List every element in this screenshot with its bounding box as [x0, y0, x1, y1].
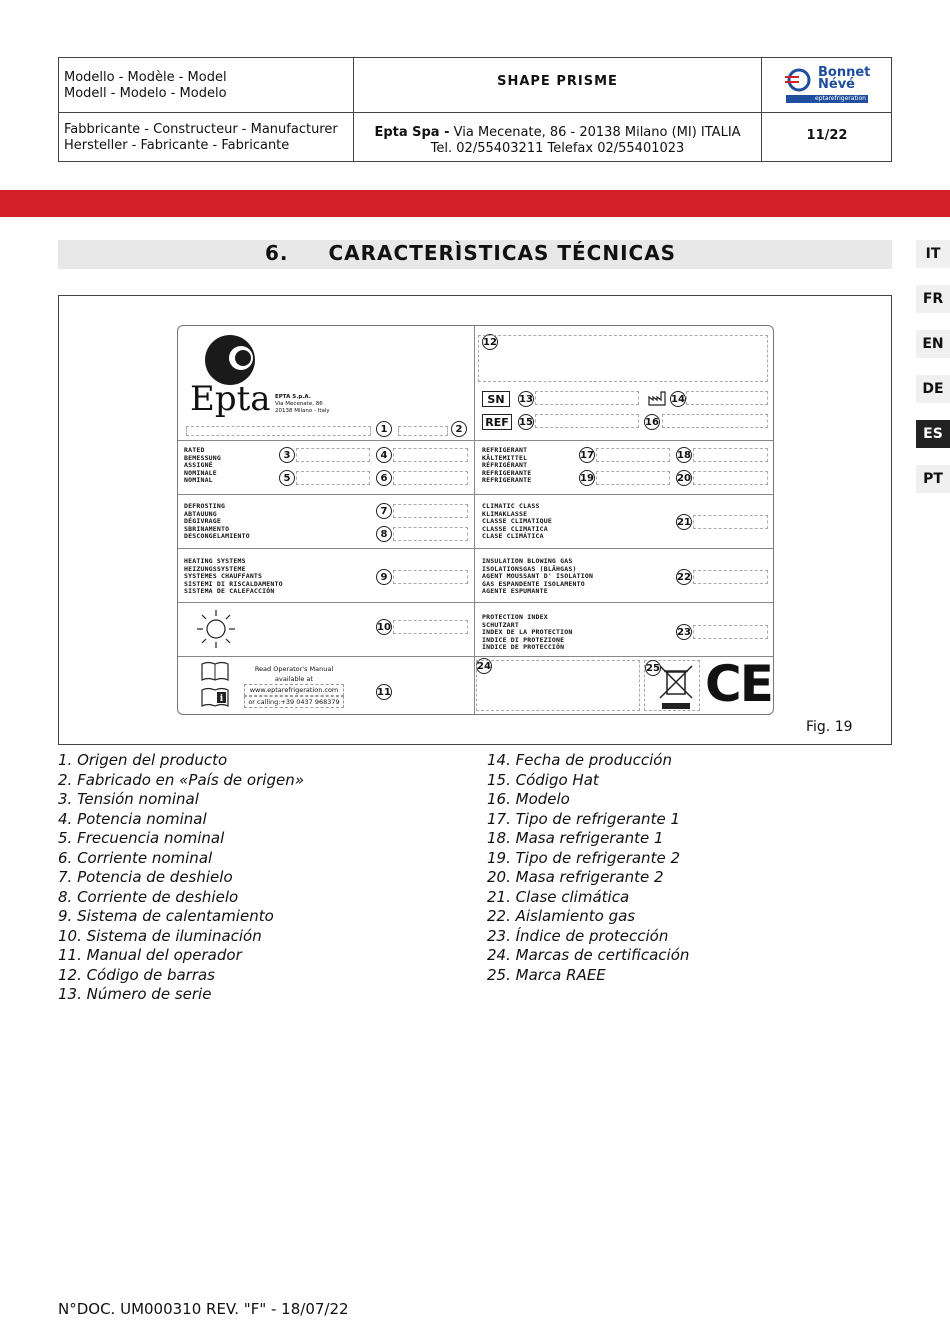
plate-field-box: [296, 448, 370, 462]
list-item: 7. Potencia de deshielo: [58, 868, 233, 886]
plate-field-box: [398, 426, 448, 436]
list-item: 14. Fecha de producción: [487, 751, 672, 769]
manual-phone: or calling:+39 0437 968379: [244, 696, 344, 708]
section-title: [265, 241, 676, 265]
manual-book-icon: [200, 660, 230, 682]
manufacturer-info: [354, 125, 761, 157]
list-item: 1. Origen del producto: [58, 751, 228, 769]
model-label-line2: Modell - Modelo - Modelo: [64, 86, 227, 101]
callout-6: 6: [376, 470, 392, 486]
manufacturer-label-line1: Fabbricante - Constructeur - Manufacturer: [64, 122, 338, 137]
plate-address1: Via Mecenate, 86: [275, 401, 323, 407]
list-item: 15. Código Hat: [487, 770, 599, 789]
callout-22: 22: [676, 569, 692, 585]
plate-field-box: [393, 620, 468, 634]
callout-7: 7: [376, 503, 392, 519]
legend-right: [487, 751, 689, 985]
plate-company: EPTA S.p.A.: [275, 394, 311, 400]
document-footer: N°DOC. UM000310 REV. "F" - 18/07/22: [58, 1300, 349, 1318]
callout-17: 17: [579, 447, 595, 463]
plate-field-box: [693, 570, 768, 584]
callout-15: 15: [518, 414, 534, 430]
plate-field-box: [393, 527, 468, 541]
plate-field-box: [476, 660, 640, 711]
brand-sub: eptarefrigeration: [815, 95, 866, 102]
rating-plate: [177, 325, 774, 715]
manual-url: www.eptarefrigeration.com: [244, 684, 344, 696]
list-item: 3. Tensión nominal: [58, 790, 199, 808]
lighting-sun-icon: [196, 608, 236, 648]
svg-text:i: i: [219, 694, 224, 704]
callout-10: 10: [376, 619, 392, 635]
page-number: 11/22: [806, 128, 848, 143]
callout-1: 1: [376, 421, 392, 437]
manufacturer-label: [64, 122, 338, 154]
brand-line1: Bonnet: [818, 65, 871, 80]
figure-caption: Fig. 19: [806, 719, 853, 735]
brand-logo: [785, 66, 875, 106]
callout-24: 24: [476, 658, 492, 674]
callout-14: 14: [670, 391, 686, 407]
ref-box: REF: [482, 414, 512, 430]
list-item: 19. Tipo de refrigerante 2: [487, 848, 680, 867]
plate-field-box: [693, 471, 768, 485]
lang-tab-fr[interactable]: FR: [916, 285, 950, 313]
list-item: 16. Modelo: [487, 790, 570, 808]
plate-field-box: [393, 448, 468, 462]
list-item: 18. Masa refrigerante 1: [487, 829, 664, 847]
plate-field-box: [596, 448, 670, 462]
plate-address2: 20138 Milano - Italy: [275, 408, 330, 414]
plate-field-box: [186, 426, 371, 436]
callout-13: 13: [518, 391, 534, 407]
callout-11: 11: [376, 684, 392, 700]
callout-20: 20: [676, 470, 692, 486]
callout-3: 3: [279, 447, 295, 463]
callout-8: 8: [376, 526, 392, 542]
list-item: 21. Clase climática: [487, 887, 630, 906]
manufacturer-phone: Tel. 02/55403211 Telefax 02/55401023: [430, 141, 685, 156]
model-label: [64, 70, 227, 102]
list-item: 10. Sistema de iluminación: [58, 926, 262, 945]
lang-tab-es[interactable]: ES: [916, 420, 950, 448]
callout-5: 5: [279, 470, 295, 486]
list-item: 13. Número de serie: [58, 985, 212, 1003]
list-item: 2. Fabricado en «País de origen»: [58, 770, 304, 789]
plate-field-box: [596, 471, 670, 485]
legend-left: [58, 751, 304, 1005]
manufacturer-label-line2: Hersteller - Fabricante - Fabricante: [64, 138, 290, 153]
callout-18: 18: [676, 447, 692, 463]
plate-field-box: [393, 504, 468, 518]
plate-field-box: [662, 414, 768, 428]
model-label-line1: Modello - Modèle - Model: [64, 70, 227, 85]
list-item: 6. Corriente nominal: [58, 848, 213, 867]
production-date-icon: [648, 391, 666, 406]
list-item: 25. Marca RAEE: [487, 965, 606, 984]
list-item: 20. Masa refrigerante 2: [487, 868, 664, 886]
callout-19: 19: [579, 470, 595, 486]
plate-field-box: [393, 570, 468, 584]
manual-text: [244, 664, 344, 708]
manual-line2: available at: [275, 675, 313, 683]
model-name: SHAPE PRISME: [497, 74, 618, 89]
list-item: 17. Tipo de refrigerante 1: [487, 809, 680, 828]
manufacturer-name: Epta Spa -: [374, 125, 450, 140]
callout-25: 25: [645, 660, 661, 676]
brand-line2: Névé: [818, 77, 855, 92]
callout-12: 12: [482, 334, 498, 350]
callout-21: 21: [676, 514, 692, 530]
climatic-label: CLIMATIC CLASS KLIMAKLASSE CLASSE CLIMATIQUE CLASSE CLIMATICA CLASE CLIMÁTICA: [482, 502, 552, 541]
red-band: [0, 190, 950, 217]
lang-tab-de[interactable]: DE: [916, 375, 950, 403]
insulation-label: INSULATION BLOWING GAS ISOLATIONSGAS (BLÄHGAS) AGENT MOUSSANT D' ISOLATION GAS ESPANDENTE ISOLAMENTO AGENTE ESPUMANTE: [482, 557, 594, 596]
list-item: 12. Código de barras: [58, 965, 216, 984]
manufacturer-address: Via Mecenate, 86 - 20138 Milano (MI) ITALIA: [449, 125, 741, 140]
manual-line1: Read Operator's Manual: [254, 665, 334, 673]
rated-label: RATED BEMESSUNG ASSIGNÉ NOMINALE NOMINAL: [184, 446, 222, 485]
list-item: 5. Frecuencia nominal: [58, 829, 225, 847]
list-item: 22. Aislamiento gas: [487, 907, 636, 925]
callout-2: 2: [451, 421, 467, 437]
refrigerant-label: REFRIGERANT KÄLTEMITTEL RÉFRIGÉRANT REFRIGERANTE REFRIGERANTE: [482, 446, 532, 485]
callout-9: 9: [376, 569, 392, 585]
heating-label: HEATING SYSTEMS HEIZUNGSSYSTEME SYSTEMES CHAUFFANTS SISTEMI DI RISCALDAMENTO SISTEMA DE CALEFACCIÓN: [184, 557, 283, 596]
plate-field-box: [393, 471, 468, 485]
section-title-text: CARACTERÌSTICAS TÉCNICAS: [328, 241, 677, 265]
list-item: 8. Corriente de deshielo: [58, 887, 239, 906]
ce-mark: CE: [705, 655, 772, 713]
plate-field-box: [686, 391, 768, 405]
list-item: 9. Sistema de calentamiento: [58, 907, 274, 925]
plate-field-box: [296, 471, 370, 485]
sn-box: SN: [482, 391, 510, 407]
lang-tab-it[interactable]: IT: [916, 240, 950, 268]
callout-23: 23: [676, 624, 692, 640]
list-item: 11. Manual del operador: [58, 946, 242, 964]
protection-label: PROTECTION INDEX SCHUTZART INDEX DE LA PROTECTION INDICE DI PROTEZIONE ÍNDICE DE PROTECCIÓN: [482, 613, 573, 652]
plate-field-box: [535, 391, 639, 405]
plate-field-box: [478, 335, 768, 382]
plate-field-box: [693, 515, 768, 529]
plate-field-box: [535, 414, 639, 428]
plate-company-block: [275, 394, 330, 415]
list-item: 4. Potencia nominal: [58, 809, 207, 828]
plate-field-box: [693, 448, 768, 462]
manual-info-icon: [200, 686, 230, 708]
lang-tab-en[interactable]: EN: [916, 330, 950, 358]
weee-bin-icon: [656, 662, 696, 712]
plate-field-box: [693, 625, 768, 639]
section-number: 6.: [265, 241, 289, 265]
plate-brand: Epta: [190, 379, 271, 419]
list-item: 24. Marcas de certificación: [487, 946, 690, 964]
defrosting-label: DEFROSTING ABTAUUNG DÉGIVRAGE SBRINAMENTO DESCONGELAMIENTO: [184, 502, 250, 541]
lang-tab-pt[interactable]: PT: [916, 465, 950, 493]
callout-4: 4: [376, 447, 392, 463]
list-item: 23. Índice de protección: [487, 926, 669, 945]
header-table: [58, 57, 892, 162]
callout-16: 16: [644, 414, 660, 430]
